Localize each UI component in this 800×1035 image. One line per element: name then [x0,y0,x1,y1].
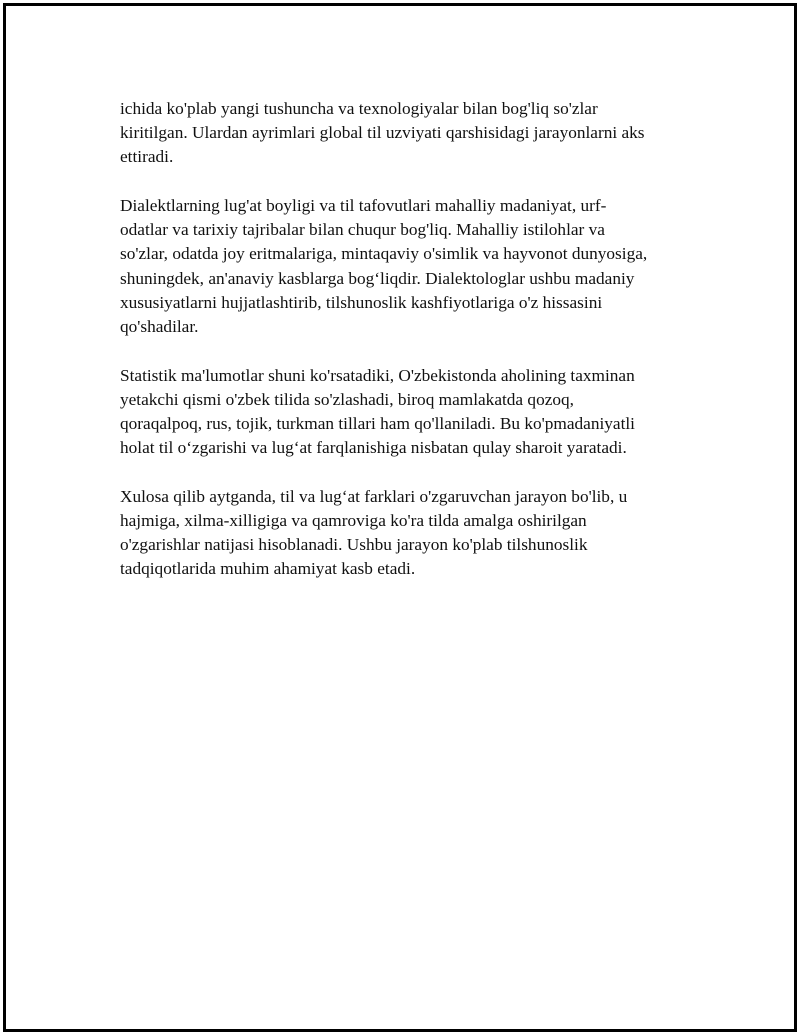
text-line: Statistik ma'lumotlar shuni ko'rsatadiki, O'zbekistonda aholining taxminan [120,365,635,385]
text-line: qoraqalpoq, rus, tojik, turkman tillari ham qo'llaniladi. Bu ko'pmadaniyatli [120,414,635,434]
paragraph-1 [120,97,700,170]
text-line: Dialektlarning lug'at boyligi va til tafovutlari mahalliy madaniyat, urf- [120,196,607,215]
text-line: xususiyatlarni hujjatlashtirib, tilshunoslik kashfiyotlariga o'z hissasini [120,292,603,312]
text-line: tadqiqotlarida muhim ahamiyat kasb etadi. [120,559,416,579]
paragraph-3 [120,364,700,461]
text-line: ichida ko'plab yangi tushuncha va texnologiyalar bilan bog'liq so'zlar [120,99,598,118]
text-line: odatlar va tarixiy tajribalar bilan chuqur bog'liq. Mahalliy istilohlar va [120,220,605,240]
text-line: holat til o‘zgarishi va lug‘at farqlanishiga nisbatan qulay sharoit yaratadi. [120,438,627,458]
text-line: ettiradi. [120,147,174,167]
text-line: shuningdek, an'anaviy kasblarga bog‘liqdir. Dialektologlar ushbu madaniy [120,268,635,288]
text-line: so'zlar, odatda joy eritmalariga, mintaqaviy o'simlik va hayvonot dunyosiga, [120,244,648,264]
document-page [3,3,797,1032]
text-line: qo'shadilar. [120,317,199,337]
text-line: yetakchi qismi o'zbek tilida so'zlashadi, biroq mamlakatda qozoq, [120,389,574,409]
text-line: hajmiga, xilma-xilligiga va qamroviga ko'ra tilda amalga oshirilgan [120,511,587,531]
document-body [120,97,700,606]
paragraph-2 [120,194,700,339]
text-line: kiritilgan. Ulardan ayrimlari global til uzviyati qarshisidagi jarayonlarni aks [120,123,645,143]
paragraph-4 [120,485,700,582]
text-line: o'zgarishlar natijasi hisoblanadi. Ushbu jarayon ko'plab tilshunoslik [120,535,588,555]
text-line: Xulosa qilib aytganda, til va lug‘at farklari o'zgaruvchan jarayon bo'lib, u [120,486,628,506]
